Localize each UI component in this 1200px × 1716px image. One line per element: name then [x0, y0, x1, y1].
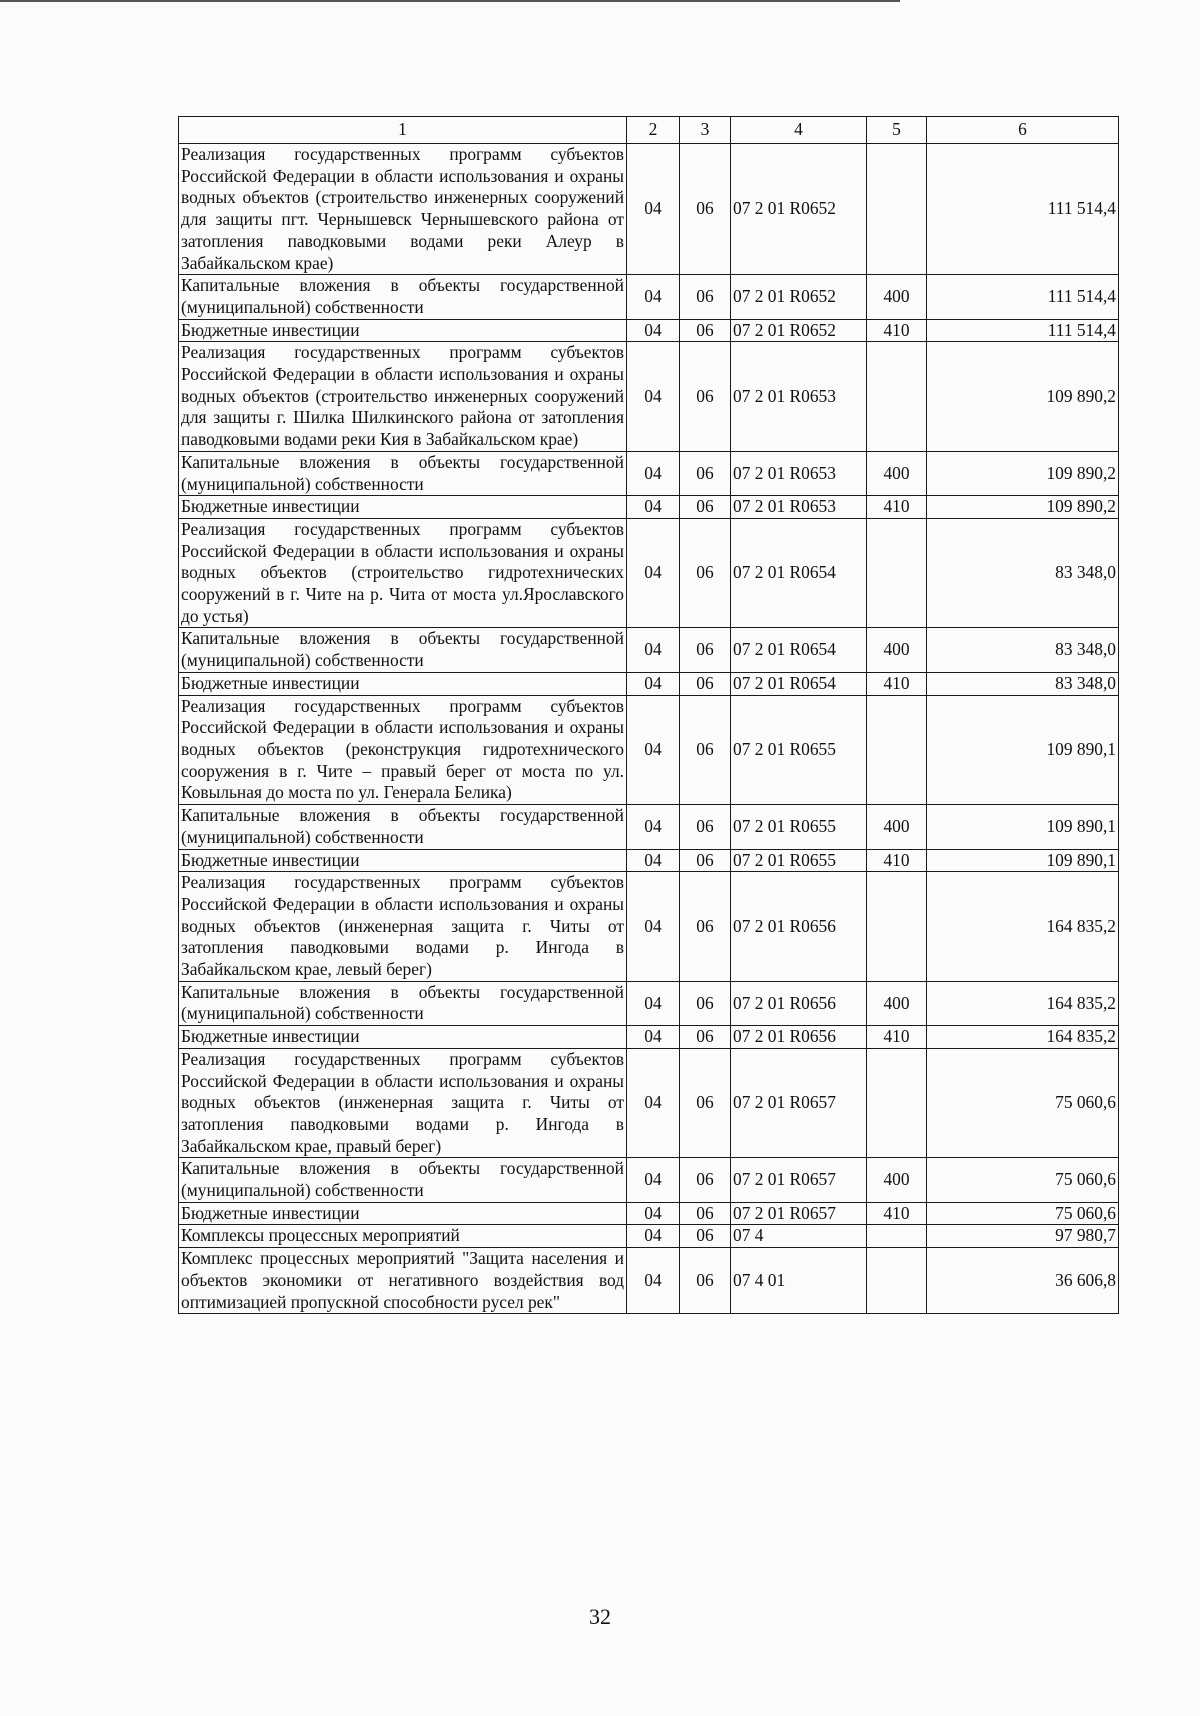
row-name-cell: Реализация государственных программ субъектов Российской Федерации в области использования и охраны водных объектов (строительство инженерных сооружений для защиты г. Шилка Шилкинского района от затопления паводковыми водами реки Кия в Забайкальском крае) — [179, 342, 627, 452]
row-amount-cell: 164 835,2 — [927, 1026, 1119, 1049]
row-subsection-cell: 06 — [680, 144, 731, 275]
row-section-cell: 04 — [627, 1026, 680, 1049]
table-row — [179, 1202, 1119, 1225]
row-expense-type-cell: 400 — [867, 275, 927, 319]
row-amount-cell: 109 890,2 — [927, 496, 1119, 519]
row-subsection-cell: 06 — [680, 1048, 731, 1158]
row-section-cell: 04 — [627, 319, 680, 342]
row-expense-type-cell: 400 — [867, 805, 927, 849]
row-name-cell: Реализация государственных программ субъектов Российской Федерации в области использования и охраны водных объектов (инженерная защита г. Читы от затопления паводковыми водами р. Ингода в Забайкальском крае, правый берег) — [179, 1048, 627, 1158]
header-row — [179, 117, 1119, 144]
row-amount-cell: 109 890,2 — [927, 342, 1119, 452]
row-target-article-cell: 07 2 01 R0653 — [731, 451, 867, 495]
row-section-cell: 04 — [627, 672, 680, 695]
row-target-article-cell: 07 2 01 R0655 — [731, 805, 867, 849]
row-amount-cell: 111 514,4 — [927, 275, 1119, 319]
table-row — [179, 1048, 1119, 1158]
row-section-cell: 04 — [627, 849, 680, 872]
row-name-cell: Капитальные вложения в объекты государственной (муниципальной) собственности — [179, 1158, 627, 1202]
table-row — [179, 275, 1119, 319]
header-cell-4: 4 — [731, 117, 867, 144]
row-expense-type-cell: 400 — [867, 451, 927, 495]
row-name-cell: Капитальные вложения в объекты государственной (муниципальной) собственности — [179, 805, 627, 849]
row-subsection-cell: 06 — [680, 518, 731, 628]
row-expense-type-cell — [867, 518, 927, 628]
row-amount-cell: 109 890,1 — [927, 849, 1119, 872]
table-row — [179, 981, 1119, 1025]
row-amount-cell: 83 348,0 — [927, 672, 1119, 695]
row-target-article-cell: 07 2 01 R0656 — [731, 872, 867, 982]
row-section-cell: 04 — [627, 1048, 680, 1158]
row-subsection-cell: 06 — [680, 849, 731, 872]
row-subsection-cell: 06 — [680, 496, 731, 519]
row-subsection-cell: 06 — [680, 805, 731, 849]
row-amount-cell: 111 514,4 — [927, 319, 1119, 342]
row-subsection-cell: 06 — [680, 319, 731, 342]
row-name-cell: Капитальные вложения в объекты государственной (муниципальной) собственности — [179, 451, 627, 495]
row-name-cell: Реализация государственных программ субъектов Российской Федерации в области использования и охраны водных объектов (строительство гидротехнических сооружений в г. Чите на р. Чита от моста ул.Ярославского до устья) — [179, 518, 627, 628]
row-subsection-cell: 06 — [680, 1248, 731, 1314]
scan-top-edge — [0, 0, 900, 2]
row-expense-type-cell — [867, 872, 927, 982]
row-expense-type-cell: 410 — [867, 496, 927, 519]
row-target-article-cell: 07 2 01 R0653 — [731, 496, 867, 519]
table-row — [179, 672, 1119, 695]
row-name-cell: Бюджетные инвестиции — [179, 1202, 627, 1225]
row-name-cell: Капитальные вложения в объекты государственной (муниципальной) собственности — [179, 275, 627, 319]
row-expense-type-cell: 410 — [867, 672, 927, 695]
header-cell-3: 3 — [680, 117, 731, 144]
budget-table — [178, 116, 1119, 1314]
row-amount-cell: 83 348,0 — [927, 518, 1119, 628]
row-section-cell: 04 — [627, 275, 680, 319]
row-section-cell: 04 — [627, 1225, 680, 1248]
row-target-article-cell: 07 2 01 R0657 — [731, 1202, 867, 1225]
row-subsection-cell: 06 — [680, 672, 731, 695]
row-name-cell: Реализация государственных программ субъектов Российской Федерации в области использования и охраны водных объектов (инженерная защита г. Читы от затопления паводковыми водами р. Ингода в Забайкальском крае, левый берег) — [179, 872, 627, 982]
row-target-article-cell: 07 2 01 R0656 — [731, 1026, 867, 1049]
row-target-article-cell: 07 4 01 — [731, 1248, 867, 1314]
row-amount-cell: 111 514,4 — [927, 144, 1119, 275]
table-row — [179, 319, 1119, 342]
table-row — [179, 805, 1119, 849]
row-target-article-cell: 07 2 01 R0652 — [731, 319, 867, 342]
row-name-cell: Реализация государственных программ субъектов Российской Федерации в области использования и охраны водных объектов (реконструкция гидротехнического сооружения в г. Чите – правый берег от моста по ул. Ковыльная до моста по ул. Генерала Белика) — [179, 695, 627, 805]
row-subsection-cell: 06 — [680, 628, 731, 672]
row-amount-cell: 109 890,2 — [927, 451, 1119, 495]
row-section-cell: 04 — [627, 872, 680, 982]
table-row — [179, 1158, 1119, 1202]
row-amount-cell: 164 835,2 — [927, 872, 1119, 982]
table-body — [179, 144, 1119, 1314]
row-name-cell: Комплексы процессных мероприятий — [179, 1225, 627, 1248]
row-target-article-cell: 07 2 01 R0653 — [731, 342, 867, 452]
row-section-cell: 04 — [627, 981, 680, 1025]
header-cell-5: 5 — [867, 117, 927, 144]
row-subsection-cell: 06 — [680, 1225, 731, 1248]
row-target-article-cell: 07 2 01 R0657 — [731, 1048, 867, 1158]
row-subsection-cell: 06 — [680, 695, 731, 805]
table-row — [179, 518, 1119, 628]
row-expense-type-cell — [867, 342, 927, 452]
header-cell-2: 2 — [627, 117, 680, 144]
row-subsection-cell: 06 — [680, 872, 731, 982]
row-section-cell: 04 — [627, 496, 680, 519]
table-row — [179, 628, 1119, 672]
row-expense-type-cell — [867, 1248, 927, 1314]
row-amount-cell: 75 060,6 — [927, 1158, 1119, 1202]
row-expense-type-cell: 400 — [867, 1158, 927, 1202]
row-subsection-cell: 06 — [680, 451, 731, 495]
row-amount-cell: 36 606,8 — [927, 1248, 1119, 1314]
row-subsection-cell: 06 — [680, 1026, 731, 1049]
row-expense-type-cell: 410 — [867, 849, 927, 872]
row-name-cell: Капитальные вложения в объекты государственной (муниципальной) собственности — [179, 981, 627, 1025]
table-row — [179, 1026, 1119, 1049]
row-expense-type-cell — [867, 144, 927, 275]
row-name-cell: Капитальные вложения в объекты государственной (муниципальной) собственности — [179, 628, 627, 672]
row-expense-type-cell — [867, 1225, 927, 1248]
row-name-cell: Бюджетные инвестиции — [179, 1026, 627, 1049]
row-target-article-cell: 07 2 01 R0654 — [731, 518, 867, 628]
row-subsection-cell: 06 — [680, 342, 731, 452]
row-name-cell: Бюджетные инвестиции — [179, 496, 627, 519]
row-section-cell: 04 — [627, 805, 680, 849]
header-cell-1: 1 — [179, 117, 627, 144]
row-target-article-cell: 07 2 01 R0657 — [731, 1158, 867, 1202]
row-target-article-cell: 07 2 01 R0652 — [731, 144, 867, 275]
table-row — [179, 1225, 1119, 1248]
table-row — [179, 144, 1119, 275]
row-subsection-cell: 06 — [680, 275, 731, 319]
row-expense-type-cell: 400 — [867, 981, 927, 1025]
row-expense-type-cell — [867, 1048, 927, 1158]
row-section-cell: 04 — [627, 1202, 680, 1225]
row-target-article-cell: 07 4 — [731, 1225, 867, 1248]
row-expense-type-cell: 410 — [867, 319, 927, 342]
row-expense-type-cell: 410 — [867, 1202, 927, 1225]
row-subsection-cell: 06 — [680, 1158, 731, 1202]
table-row — [179, 496, 1119, 519]
table-row — [179, 1248, 1119, 1314]
table-header — [179, 117, 1119, 144]
row-expense-type-cell — [867, 695, 927, 805]
row-section-cell: 04 — [627, 695, 680, 805]
table-row — [179, 451, 1119, 495]
row-target-article-cell: 07 2 01 R0654 — [731, 672, 867, 695]
row-amount-cell: 109 890,1 — [927, 695, 1119, 805]
row-amount-cell: 109 890,1 — [927, 805, 1119, 849]
row-subsection-cell: 06 — [680, 1202, 731, 1225]
page-number: 32 — [589, 1604, 611, 1629]
header-cell-6: 6 — [927, 117, 1119, 144]
row-amount-cell: 164 835,2 — [927, 981, 1119, 1025]
row-amount-cell: 75 060,6 — [927, 1202, 1119, 1225]
row-section-cell: 04 — [627, 451, 680, 495]
table-row — [179, 849, 1119, 872]
row-amount-cell: 97 980,7 — [927, 1225, 1119, 1248]
row-name-cell: Бюджетные инвестиции — [179, 672, 627, 695]
row-amount-cell: 75 060,6 — [927, 1048, 1119, 1158]
row-section-cell: 04 — [627, 144, 680, 275]
table-row — [179, 872, 1119, 982]
row-expense-type-cell: 400 — [867, 628, 927, 672]
row-section-cell: 04 — [627, 628, 680, 672]
row-section-cell: 04 — [627, 1248, 680, 1314]
row-target-article-cell: 07 2 01 R0655 — [731, 695, 867, 805]
row-target-article-cell: 07 2 01 R0655 — [731, 849, 867, 872]
row-name-cell: Бюджетные инвестиции — [179, 319, 627, 342]
row-target-article-cell: 07 2 01 R0656 — [731, 981, 867, 1025]
table-row — [179, 342, 1119, 452]
row-name-cell: Комплекс процессных мероприятий "Защита населения и объектов экономики от негативного воздействия вод оптимизацией пропускной способности русел рек" — [179, 1248, 627, 1314]
row-expense-type-cell: 410 — [867, 1026, 927, 1049]
row-target-article-cell: 07 2 01 R0652 — [731, 275, 867, 319]
row-section-cell: 04 — [627, 1158, 680, 1202]
row-section-cell: 04 — [627, 342, 680, 452]
row-target-article-cell: 07 2 01 R0654 — [731, 628, 867, 672]
row-subsection-cell: 06 — [680, 981, 731, 1025]
row-section-cell: 04 — [627, 518, 680, 628]
row-amount-cell: 83 348,0 — [927, 628, 1119, 672]
table-row — [179, 695, 1119, 805]
row-name-cell: Реализация государственных программ субъектов Российской Федерации в области использования и охраны водных объектов (строительство инженерных сооружений для защиты пгт. Чернышевск Чернышевского района от затопления паводковыми водами реки Алеур в Забайкальском крае) — [179, 144, 627, 275]
row-name-cell: Бюджетные инвестиции — [179, 849, 627, 872]
